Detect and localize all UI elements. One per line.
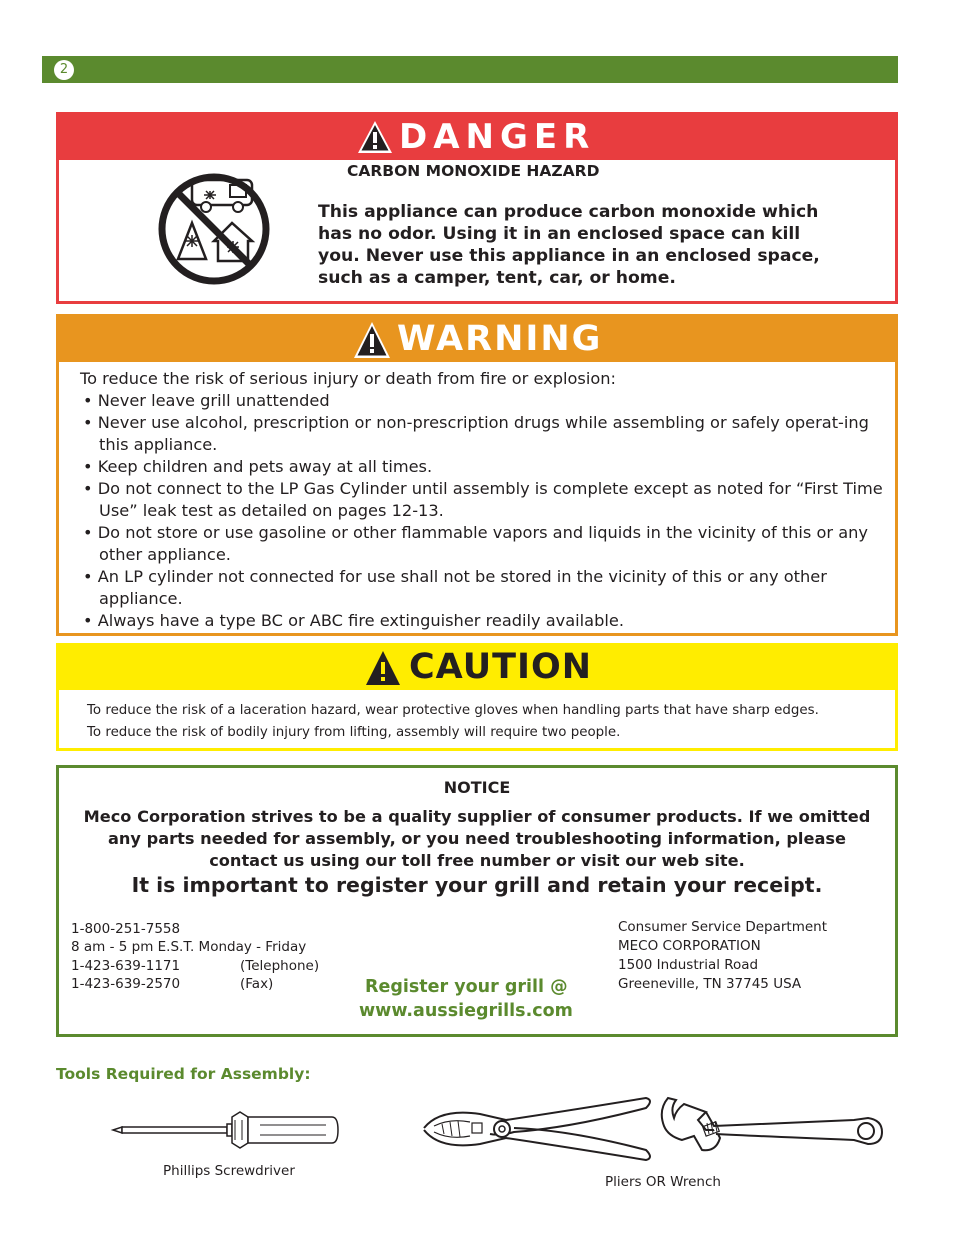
danger-title: DANGER xyxy=(399,117,596,157)
address-line-1: Consumer Service Department xyxy=(618,919,828,935)
page-header-bar xyxy=(42,56,898,83)
pliers-icon xyxy=(410,1090,654,1170)
warning-item: • Keep children and pets away at all times. xyxy=(83,457,433,476)
danger-line-3: you. Never use this appliance in an enclosed space, xyxy=(318,246,820,266)
caution-alert-icon xyxy=(365,650,401,686)
warning-panel xyxy=(56,314,898,636)
tools-heading: Tools Required for Assembly: xyxy=(56,1065,311,1083)
danger-line-4: such as a camper, tent, car, or home. xyxy=(318,268,676,288)
fax-label: (Fax) xyxy=(240,976,274,992)
caution-line-2: To reduce the risk of bodily injury from lifting, assembly will require two people. xyxy=(87,725,621,740)
warning-item: • Do not connect to the LP Gas Cylinder until assembly is complete except as noted for “First Time Use” leak test as detailed on pages 12-13. xyxy=(83,479,883,520)
warning-item: • An LP cylinder not connected for use shall not be stored in the vicinity of this or any other appliance. xyxy=(83,567,827,608)
notice-body-line-2: any parts needed for assembly, or you need troubleshooting information, please xyxy=(107,829,847,848)
warning-item: • Always have a type BC or ABC fire extinguisher readily available. xyxy=(83,611,624,630)
phone-label: (Telephone) xyxy=(240,958,320,974)
notice-body-line-1: Meco Corporation strives to be a quality supplier of consumer products. If we omitted xyxy=(83,807,871,826)
warning-intro: To reduce the risk of serious injury or death from fire or explosion: xyxy=(80,369,616,388)
phillips-screwdriver-icon xyxy=(110,1108,342,1154)
danger-panel xyxy=(56,112,898,304)
phone-toll-free: 1-800-251-7558 xyxy=(71,921,181,937)
caution-title: CAUTION xyxy=(409,647,593,687)
warning-alert-icon xyxy=(353,321,391,359)
address-line-4: Greeneville, TN 37745 USA xyxy=(618,976,802,992)
phone-number: 1-423-639-1171 xyxy=(71,958,181,974)
danger-header xyxy=(59,115,895,160)
notice-important: It is important to register your grill and retain your receipt. xyxy=(131,873,823,897)
caution-panel xyxy=(56,643,898,751)
no-enclosed-space-icon xyxy=(156,165,272,295)
warning-header xyxy=(59,317,895,362)
caution-line-1: To reduce the risk of a laceration hazard, wear protective gloves when handling parts that have sharp edges. xyxy=(87,703,819,718)
pliers-wrench-label: Pliers OR Wrench xyxy=(605,1174,721,1190)
danger-line-1: This appliance can produce carbon monoxide which xyxy=(318,202,819,222)
warning-item: • Never use alcohol, prescription or non-prescription drugs while assembling or safely operat-ing this appliance. xyxy=(83,413,869,454)
adjustable-wrench-icon xyxy=(654,1090,888,1162)
screwdriver-label: Phillips Screwdriver xyxy=(163,1163,295,1179)
address-line-3: 1500 Industrial Road xyxy=(618,957,759,973)
business-hours: 8 am - 5 pm E.S.T. Monday - Friday xyxy=(71,939,307,955)
address-line-2: MECO CORPORATION xyxy=(618,938,761,954)
notice-body-line-3: contact us using our toll free number or visit our web site. xyxy=(209,851,745,870)
register-website-link[interactable]: www.aussiegrills.com xyxy=(359,1001,573,1021)
page-number: 2 xyxy=(54,60,74,80)
warning-list xyxy=(83,390,889,632)
notice-panel xyxy=(56,765,898,1037)
warning-item: • Do not store or use gasoline or other flammable vapors and liquids in the vicinity of this or any other appliance. xyxy=(83,523,868,564)
warning-item: • Never leave grill unattended xyxy=(83,391,330,410)
fax-number: 1-423-639-2570 xyxy=(71,976,181,992)
danger-alert-icon xyxy=(357,120,393,154)
danger-line-2: has no odor. Using it in an enclosed space can kill xyxy=(318,224,801,244)
warning-title: WARNING xyxy=(397,319,603,359)
notice-title: NOTICE xyxy=(443,778,511,797)
register-line-1: Register your grill @ xyxy=(365,977,568,997)
caution-header xyxy=(59,646,895,690)
danger-subtitle: CARBON MONOXIDE HAZARD xyxy=(347,162,600,180)
